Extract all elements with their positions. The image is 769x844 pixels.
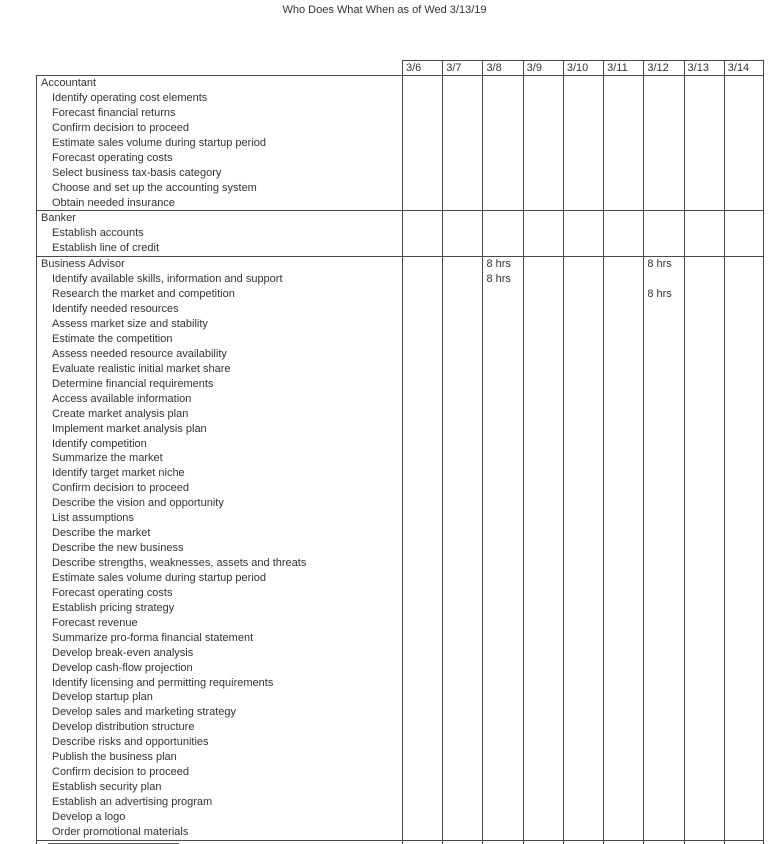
date-cell: [563, 76, 603, 210]
section-accountant: [36, 75, 764, 210]
date-cell: [603, 76, 643, 210]
task-row: Identify operating cost elements: [52, 91, 208, 104]
task-row: Summarize pro-forma financial statement: [52, 631, 254, 644]
date-cell: [563, 257, 603, 840]
task-row: Create market analysis plan: [52, 407, 189, 420]
date-column-header: 3/13: [684, 60, 724, 75]
task-row: Evaluate realistic initial market share: [52, 362, 231, 375]
task-row: Estimate sales volume during startup period: [52, 571, 266, 584]
date-column-header: 3/9: [523, 60, 563, 75]
task-row: Order promotional materials: [52, 825, 189, 838]
task-row: Develop a logo: [52, 810, 126, 823]
task-row: Research the market and competition: [52, 288, 235, 301]
date-cell: [402, 257, 442, 840]
section-business-advisor: [36, 256, 764, 840]
date-column-header: 3/14: [724, 60, 764, 75]
task-row: Identify needed resources: [52, 303, 179, 316]
task-row: Establish security plan: [52, 781, 162, 794]
task-column-header-spacer: [36, 60, 402, 75]
task-row: Access available information: [52, 392, 192, 405]
date-column-header: 3/6: [402, 60, 442, 75]
report-body: [36, 75, 764, 840]
date-cell: [482, 257, 522, 840]
task-column: [36, 211, 402, 256]
task-row: Describe the vision and opportunity: [52, 497, 224, 510]
date-cell: [724, 76, 764, 210]
date-cell: [442, 257, 482, 840]
task-row: Confirm decision to proceed: [52, 766, 189, 779]
task-row: Forecast operating costs: [52, 586, 173, 599]
date-cell: [523, 76, 563, 210]
date-cell: [643, 257, 683, 840]
task-row: Develop break-even analysis: [52, 646, 194, 659]
date-cell: [402, 211, 442, 256]
date-cell: [724, 211, 764, 256]
task-row: Establish an advertising program: [52, 796, 213, 808]
task-column: [36, 76, 402, 210]
section-banker: [36, 210, 764, 256]
task-row: Identify competition: [52, 437, 147, 450]
task-row: Determine financial requirements: [52, 377, 214, 390]
task-row: Establish accounts: [52, 227, 144, 240]
task-row: List assumptions: [52, 512, 134, 525]
hours-entry: 8 hrs: [647, 258, 672, 271]
task-row: Assess market size and stability: [52, 318, 208, 330]
date-cell: [603, 211, 643, 256]
task-row: Estimate sales volume during startup period: [52, 136, 266, 149]
date-column-header: 3/12: [643, 60, 683, 75]
date-cell: [442, 76, 482, 210]
date-cell: [643, 211, 683, 256]
hours-entry: 8 hrs: [486, 258, 511, 271]
date-cell: [523, 211, 563, 256]
date-cell: [523, 257, 563, 840]
section-name-row: Banker: [41, 212, 76, 225]
task-row: Select business tax-basis category: [52, 166, 222, 179]
task-row: Forecast financial returns: [52, 106, 176, 119]
task-row: Describe strengths, weaknesses, assets and threats: [52, 557, 307, 569]
date-header-row: [36, 60, 764, 75]
date-column-header: 3/7: [442, 60, 482, 75]
task-row: Confirm decision to proceed: [52, 121, 189, 134]
date-column-header: 3/10: [563, 60, 603, 75]
task-row: Identify available skills, information and support: [52, 273, 283, 286]
hours-entry: 8 hrs: [647, 288, 672, 301]
date-cell: [724, 257, 764, 840]
hours-entry: 8 hrs: [486, 273, 511, 286]
section-name-row: Accountant: [41, 77, 97, 89]
task-row: Implement market analysis plan: [52, 422, 207, 435]
date-cell: [684, 211, 724, 256]
date-cell: [402, 76, 442, 210]
task-row: Choose and set up the accounting system: [52, 181, 257, 194]
date-column-header: 3/11: [603, 60, 643, 75]
task-row: Develop cash-flow projection: [52, 661, 193, 674]
task-row: Develop startup plan: [52, 691, 153, 704]
date-cell: [482, 76, 522, 210]
task-row: Describe the market: [52, 527, 151, 540]
task-column: [36, 257, 402, 840]
task-row: Summarize the market: [52, 452, 163, 465]
date-cell: [442, 211, 482, 256]
task-row: Identify target market niche: [52, 467, 185, 480]
report-title: Who Does What When as of Wed 3/13/19: [282, 4, 487, 16]
task-row: Estimate the competition: [52, 332, 173, 345]
task-row: Obtain needed insurance: [52, 196, 175, 209]
task-row: Forecast revenue: [52, 616, 138, 629]
task-row: Develop sales and marketing strategy: [52, 706, 237, 719]
section-name-row: Business Advisor: [41, 258, 125, 271]
date-cell: [684, 257, 724, 840]
task-row: Establish line of credit: [52, 242, 159, 255]
date-cell: [603, 257, 643, 840]
task-row: Confirm decision to proceed: [52, 482, 189, 495]
date-cell: [563, 211, 603, 256]
date-cell: [643, 76, 683, 210]
task-row: Describe risks and opportunities: [52, 736, 209, 749]
task-row: Publish the business plan: [52, 751, 177, 764]
date-column-header: 3/8: [482, 60, 522, 75]
date-cell: [684, 76, 724, 210]
task-row: Establish pricing strategy: [52, 601, 175, 614]
task-row: Forecast operating costs: [52, 151, 173, 164]
task-row: Assess needed resource availability: [52, 347, 227, 360]
date-cell: [482, 211, 522, 256]
task-row: Describe the new business: [52, 542, 184, 555]
task-row: Identify licensing and permitting requirements: [52, 676, 274, 689]
cutoff-row: [36, 840, 764, 844]
task-row: Develop distribution structure: [52, 721, 195, 734]
